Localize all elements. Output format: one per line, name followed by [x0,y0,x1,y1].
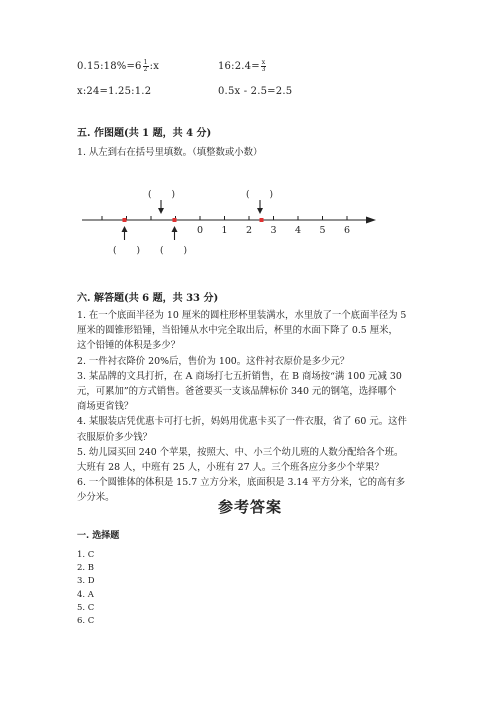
answer-paren-bottom-right: ( ) [160,246,188,256]
answer-key-title: 参考答案 [217,498,282,516]
equation-1-left: 0.15:18%=6 [77,61,142,72]
question-line: 1. 在一个底面半径为 10 厘米的圆柱形杯里装满水，水里放了一个底面半径为 5 [77,310,407,321]
arrowhead-icon [366,217,376,224]
section-6-questions [77,308,413,506]
tick-label: 2 [245,225,253,236]
answer-paren-bottom-left: ( ) [113,246,141,256]
equation-3: x:24=1.25:1.2 [77,86,152,97]
number-line-figure [80,184,390,264]
question-line: 6. 一个圆锥体的体积是 15.7 立方分米，底面积是 3.14 平方分米，它的高有多 [77,477,406,489]
equation-2-left: 16:2.4= [218,61,260,72]
tick-label: 1 [221,225,228,236]
question-line: 少分米。 [77,492,115,504]
question-line: 这个铅锤的体积是多少？ [77,340,181,352]
question-line: 3. 某品牌的文具打折，在 A 商场打七五折销售，在 B 商场按“满 100 元减 30 [77,370,402,382]
equation-1-right: :x [149,61,160,72]
answer-item: 1. C [77,550,95,560]
red-marker [260,218,264,222]
fraction [261,60,267,73]
answer-paren-top-right: ( ) [246,190,274,200]
section-5-heading: 五. 作图题(共 1 题，共 4 分) [77,128,212,139]
answer-item: 2. B [77,563,95,574]
red-marker [123,218,127,222]
red-marker [173,218,177,222]
question-line: 5. 幼儿园买回 240 个苹果，按照大、中、小三个幼儿班的人数分配给各个班。 [77,446,404,458]
fraction-denominator: 2 [143,66,148,73]
question-line: 衣服原价多少钱？ [77,431,153,443]
up-arrow-icon [172,226,178,240]
answer-section-heading: 一. 选择题 [77,531,120,541]
answer-item: 6. C [77,616,95,627]
up-arrow-icon [122,226,128,240]
equation-1 [77,60,159,73]
down-arrow-icon [158,200,164,214]
answer-item: 5. C [77,602,95,613]
question-line: 元，可累加”的方式销售。爸爸要买一支该品牌标价 340 元的钢笔，选择哪个 [77,386,397,398]
equation-2 [218,60,267,73]
question-line: 大班有 28 人，中班有 25 人，小班有 27 人。三个班各应分多少个苹果？ [77,462,384,474]
answer-item: 3. D [77,576,95,587]
number-line-labels [197,225,350,236]
tick-label: 5 [319,225,326,236]
tick-label: 6 [343,225,351,236]
down-arrow-icon [257,200,263,214]
fraction [143,60,149,73]
answer-item: 4. A [77,589,94,600]
fraction-denominator: 3 [261,66,266,73]
number-line-ticks [102,216,347,220]
section-6-heading: 六. 解答题(共 6 题，共 33 分) [77,293,219,304]
section-5-question-1: 1. 从左到右在括号里填数。（填整数或小数） [77,147,263,158]
tick-label: 3 [270,225,277,236]
tick-label: 4 [294,225,302,236]
tick-label: 0 [196,225,204,236]
question-line: 商场更省钱？ [77,401,134,413]
question-line: 4. 某服装店凭优惠卡可打七折，妈妈用优惠卡买了一件衣服，省了 60 元。这件 [77,416,407,428]
question-line: 2. 一件衬衣降价 20%后，售价为 100。这件衬衣原价是多少元？ [77,355,350,367]
fraction-numerator: x [261,59,266,66]
answer-list [77,549,95,628]
fraction-numerator: 1 [143,59,148,66]
answer-paren-top-left: ( ) [148,190,176,200]
equation-4: 0.5x - 2.5=2.5 [218,86,293,97]
question-line: 厘米的圆锥形铅锤，当铅锤从水中完全取出后，杯里的水面下降了 0.5 厘米， [77,325,398,337]
